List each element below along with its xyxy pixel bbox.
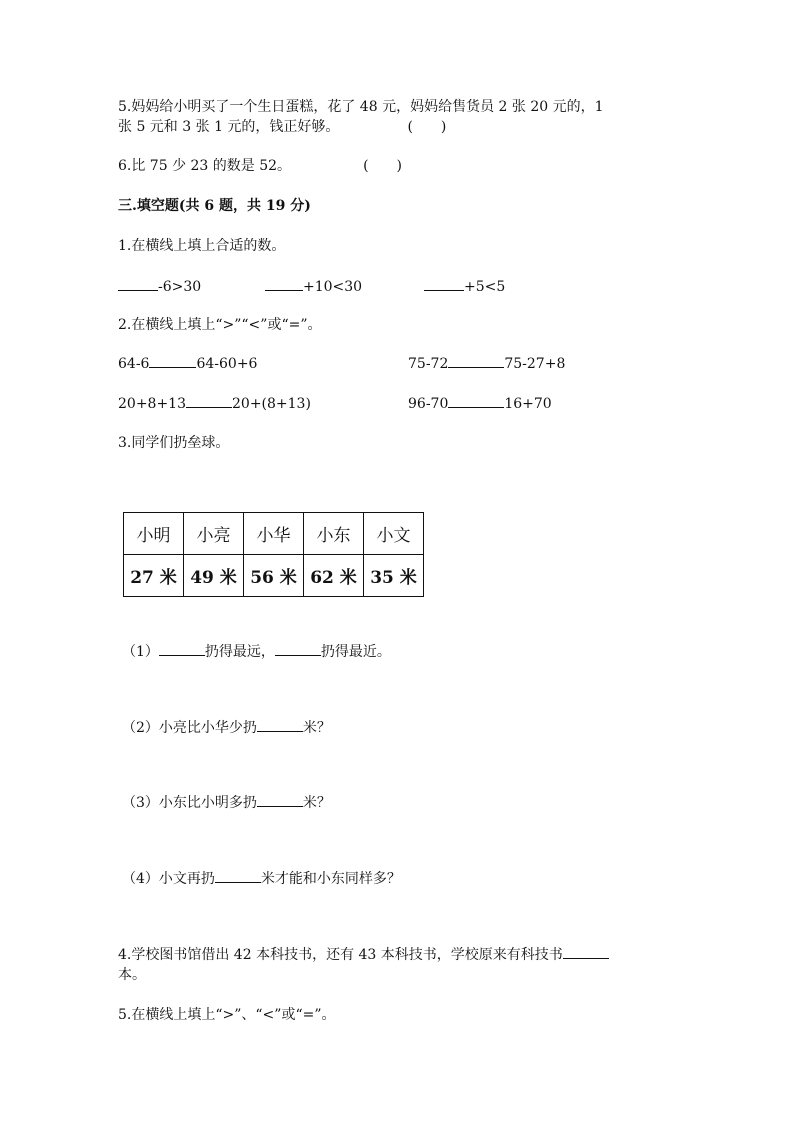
- q3-sub1-mid: 扔得最远，: [204, 644, 275, 660]
- section3-title: 三.填空题(共 6 题，共 19 分): [118, 198, 311, 214]
- q3-name-cell: 小华: [244, 513, 304, 555]
- q3-name-cell: 小亮: [184, 513, 244, 555]
- q3-sub3-blank[interactable]: [257, 793, 303, 807]
- judge-q5-line2: [118, 117, 446, 137]
- q1-blank-3[interactable]: [424, 277, 464, 291]
- q3-distance-cell: 49 米: [184, 555, 244, 597]
- q3-distance-cell: 62 米: [304, 555, 364, 597]
- q2-row2-left-a: 20+8+13: [118, 396, 186, 412]
- judge-q5-line1: 5.妈妈给小明买了一个生日蛋糕，花了 48 元，妈妈给售货员 2 张 20 元的，1: [118, 99, 604, 115]
- q3-names-row: [124, 513, 424, 555]
- q3-sub2: [122, 718, 331, 738]
- q2-row2-left-blank[interactable]: [186, 394, 232, 408]
- q1-blank-1[interactable]: [118, 277, 158, 291]
- q3-sub4: [122, 869, 401, 889]
- q3-sub2-blank[interactable]: [257, 718, 303, 732]
- q3-sub4-text: （4）小文再扔: [122, 871, 215, 887]
- q1-item-2-text: +10<30: [303, 279, 363, 295]
- q4-blank[interactable]: [563, 945, 609, 959]
- q2-row1-right-blank[interactable]: [448, 354, 504, 368]
- judge-q6-text: 6.比 75 少 23 的数是 52。: [118, 158, 292, 174]
- q1-blank-2[interactable]: [265, 277, 303, 291]
- q3-sub2-suffix: 米？: [302, 720, 331, 736]
- q2-row1-right-a: 75-72: [408, 356, 449, 372]
- q2-row2-right-blank[interactable]: [448, 394, 504, 408]
- q2-row1-right-b: 75-27+8: [504, 356, 566, 372]
- q2-row2-left: [118, 394, 311, 414]
- q3-distance-cell: 27 米: [124, 555, 184, 597]
- q2-row1-left-blank[interactable]: [149, 354, 196, 368]
- q3-name-cell: 小明: [124, 513, 184, 555]
- judge-q6-answer-paren[interactable]: ( ): [363, 158, 402, 174]
- q1-text: 1.在横线上填上合适的数。: [118, 238, 286, 254]
- q3-sub3-suffix: 米？: [302, 795, 331, 811]
- q4-line2: 本。: [118, 967, 146, 983]
- q2-text: 2.在横线上填上“>”“<”或“=”。: [118, 317, 322, 333]
- judge-q5-answer-paren[interactable]: ( ): [407, 119, 447, 135]
- q1-item-3: [424, 277, 505, 297]
- judge-q5-line2-text: 张 5 元和 3 张 1 元的，钱正好够。: [118, 119, 340, 135]
- q3-sub1-prefix: （1）: [122, 644, 159, 660]
- q3-distance-cell: 35 米: [364, 555, 424, 597]
- q2-row1-left-b: 64-60+6: [196, 356, 258, 372]
- judge-q6-line: [118, 156, 402, 176]
- q3-sub3-text: （3）小东比小明多扔: [122, 795, 257, 811]
- q2-row2-right-a: 96-70: [408, 396, 449, 412]
- q2-row2-right-b: 16+70: [504, 396, 552, 412]
- q2-row1-left: [118, 354, 257, 374]
- q1-item-1: [118, 277, 201, 297]
- q3-text: 3.同学们扔垒球。: [118, 435, 230, 451]
- q2-row1-right: [408, 354, 565, 374]
- q4-line1-text: 4.学校图书馆借出 42 本科技书，还有 43 本科技书，学校原来有科技书: [118, 947, 563, 963]
- q3-sub2-text: （2）小亮比小华少扔: [122, 720, 257, 736]
- q3-sub1-blank-2[interactable]: [275, 642, 321, 656]
- q4-line1: [118, 945, 609, 965]
- q3-distance-cell: 56 米: [244, 555, 304, 597]
- q3-name-cell: 小东: [304, 513, 364, 555]
- q1-item-1-text: -6>30: [158, 279, 202, 295]
- q2-row1-left-a: 64-6: [118, 356, 150, 372]
- q3-name-cell: 小文: [364, 513, 424, 555]
- q2-row2-left-b: 20+(8+13): [232, 396, 311, 412]
- q3-distance-table: [123, 512, 424, 597]
- q3-sub4-suffix: 米才能和小东同样多？: [260, 871, 401, 887]
- q3-sub1: [122, 642, 391, 662]
- q3-distances-row: [124, 555, 424, 597]
- q3-sub4-blank[interactable]: [215, 869, 261, 883]
- q3-sub1-blank-1[interactable]: [159, 642, 205, 656]
- q3-sub1-suffix: 扔得最近。: [320, 644, 391, 660]
- q2-row2-right: [408, 394, 552, 414]
- q3-sub3: [122, 793, 331, 813]
- q1-item-3-text: +5<5: [464, 279, 506, 295]
- q5-text: 5.在横线上填上“>”、“<”或“=”。: [118, 1007, 336, 1023]
- q1-item-2: [265, 277, 362, 297]
